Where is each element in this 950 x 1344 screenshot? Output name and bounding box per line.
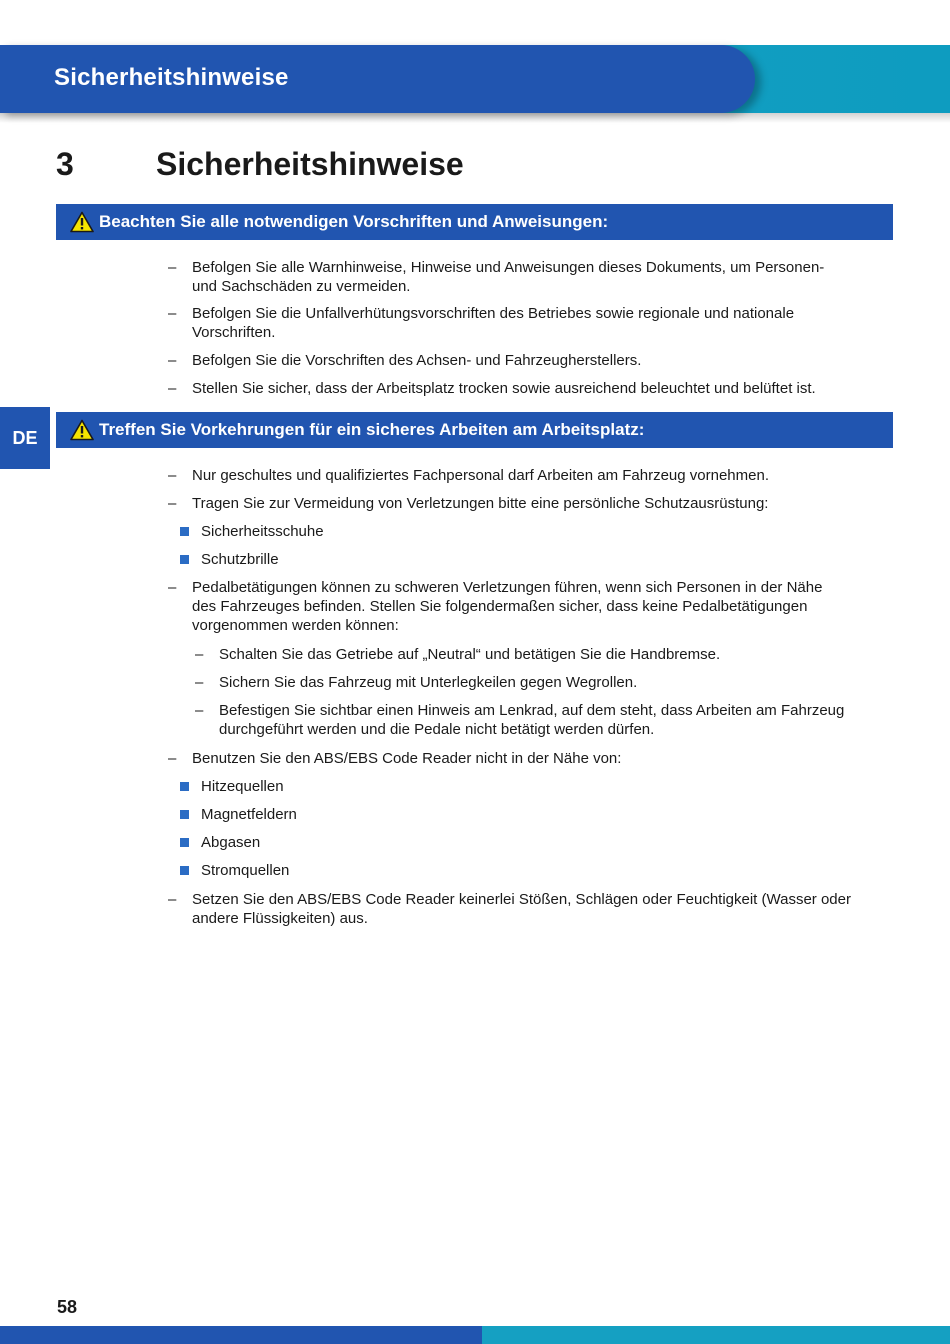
list-item-text: Befestigen Sie sichtbar einen Hinweis am Lenkrad, auf dem steht, dass Arbeiten am Fahrzeug xyxy=(219,702,845,719)
warning-triangle-icon xyxy=(70,419,94,441)
square-bullet xyxy=(180,810,189,819)
warning-bar-workplace xyxy=(56,412,893,448)
list-item-text: Befolgen Sie alle Warnhinweise, Hinweise und Anweisungen dieses Dokuments, um Personen- xyxy=(192,259,825,276)
square-bullet xyxy=(180,555,189,564)
section-title: Sicherheitshinweise xyxy=(156,146,464,182)
dash-bullet: – xyxy=(168,352,177,369)
list-item-text: des Fahrzeuges befinden. Stellen Sie folgendermaßen sicher, dass keine Pedalbetätigungen xyxy=(192,598,808,615)
list-item-text: Befolgen Sie die Unfallverhütungsvorschriften des Betriebes sowie regionale und nationale xyxy=(192,305,795,322)
list-item-text: Benutzen Sie den ABS/EBS Code Reader nicht in der Nähe von: xyxy=(192,750,622,767)
section-number: 3 xyxy=(56,146,74,182)
square-bullet xyxy=(180,782,189,791)
language-tab: DE xyxy=(0,407,50,469)
dash-bullet: – xyxy=(195,646,204,663)
footer-band-teal xyxy=(482,1326,950,1344)
dash-bullet: – xyxy=(168,467,177,484)
header-shadow xyxy=(0,113,950,123)
dash-bullet: – xyxy=(195,702,204,719)
list-item-text: und Sachschäden zu vermeiden. xyxy=(192,278,411,295)
list-item-text: vorgenommen werden können: xyxy=(192,617,399,634)
list-item-text: Befolgen Sie die Vorschriften des Achsen- und Fahrzeugherstellers. xyxy=(192,352,642,369)
dash-bullet: – xyxy=(168,305,177,322)
dash-bullet: – xyxy=(195,674,204,691)
list-item-text: Schutzbrille xyxy=(201,551,279,568)
list-item-text: Sicherheitsschuhe xyxy=(201,523,324,540)
dash-bullet: – xyxy=(168,579,177,596)
header-title: Sicherheitshinweise xyxy=(54,64,289,91)
dash-bullet: – xyxy=(168,750,177,767)
list-item-text: Pedalbetätigungen können zu schweren Verletzungen führen, wenn sich Personen in der Nähe xyxy=(192,579,823,596)
list-item-text: Stromquellen xyxy=(201,862,290,879)
list-item-text: Vorschriften. xyxy=(192,324,276,341)
dash-bullet: – xyxy=(168,380,177,397)
square-bullet xyxy=(180,866,189,875)
square-bullet xyxy=(180,527,189,536)
dash-bullet: – xyxy=(168,259,177,276)
list-item-text: Nur geschultes und qualifiziertes Fachpersonal darf Arbeiten am Fahrzeug vornehmen. xyxy=(192,467,769,484)
dash-bullet: – xyxy=(168,495,177,512)
dash-bullet: – xyxy=(168,891,177,908)
list-item-text: Magnetfeldern xyxy=(201,806,297,823)
warning-bar-regulations xyxy=(56,204,893,240)
list-item-text: andere Flüssigkeiten) aus. xyxy=(192,910,368,927)
list-item-text: Tragen Sie zur Vermeidung von Verletzungen bitte eine persönliche Schutzausrüstung: xyxy=(192,495,769,512)
list-item-text: Hitzequellen xyxy=(201,778,284,795)
warning-bar-text: Treffen Sie Vorkehrungen für ein sicheres Arbeiten am Arbeitsplatz: xyxy=(99,420,645,439)
footer-band-blue xyxy=(0,1326,482,1344)
list-item-text: Abgasen xyxy=(201,834,261,851)
warning-bar-text: Beachten Sie alle notwendigen Vorschriften und Anweisungen: xyxy=(99,212,609,231)
page-number: 58 xyxy=(57,1297,78,1317)
square-bullet xyxy=(180,838,189,847)
warning-triangle-icon xyxy=(70,211,94,233)
list-item-text: Stellen Sie sicher, dass der Arbeitsplatz trocken sowie ausreichend beleuchtet und belüftet ist. xyxy=(192,380,816,397)
list-item-text: durchgeführt werden und die Pedale nicht betätigt werden dürfen. xyxy=(219,721,655,738)
list-item-text: Sichern Sie das Fahrzeug mit Unterlegkeilen gegen Wegrollen. xyxy=(219,674,638,691)
list-item-text: Setzen Sie den ABS/EBS Code Reader keinerlei Stößen, Schlägen oder Feuchtigkeit (Wasser oder xyxy=(192,891,851,908)
list-item-text: Schalten Sie das Getriebe auf „Neutral“ und betätigen Sie die Handbremse. xyxy=(219,646,721,663)
